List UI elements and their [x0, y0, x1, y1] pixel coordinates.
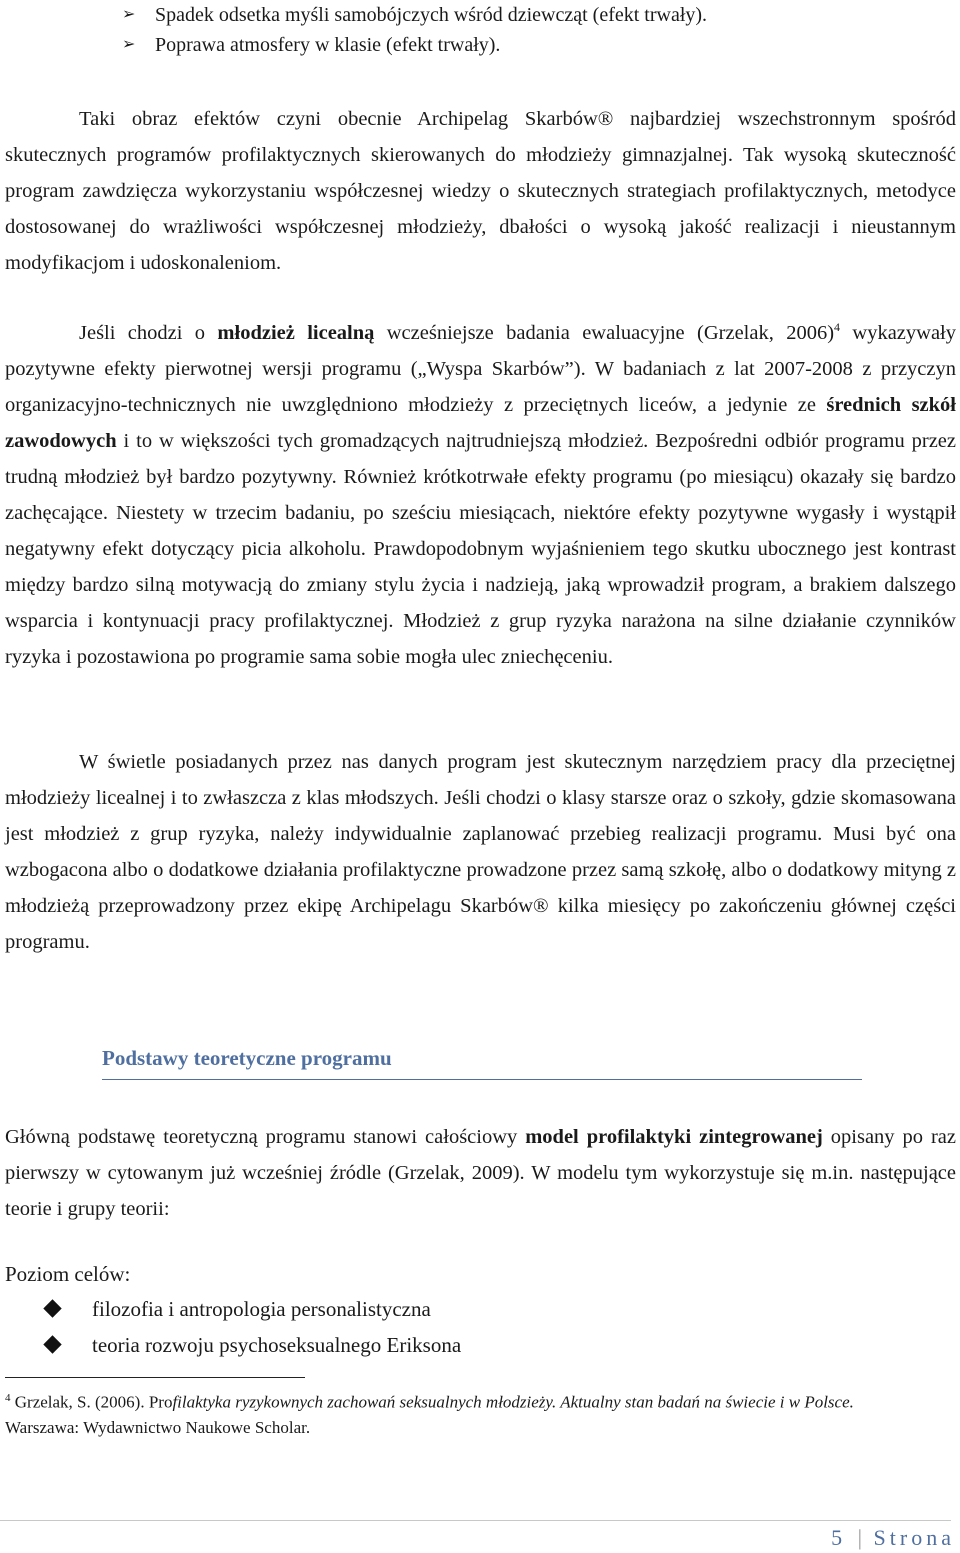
list-item-text: filozofia i antropologia personalistyczna: [92, 1297, 431, 1321]
page-number-label: Strona: [873, 1525, 955, 1550]
list-item-text: teoria rozwoju psychoseksualnego Eriksona: [92, 1333, 462, 1357]
arrow-bullet-icon: ➢: [122, 36, 136, 53]
list-item-text: Poprawa atmosfery w klasie (efekt trwały).: [155, 34, 501, 56]
footnote-text: Warszawa: Wydawnictwo Naukowe Scholar.: [5, 1417, 311, 1437]
paragraph-effects-summary: [5, 101, 956, 281]
diamond-bullet-icon: [43, 1335, 61, 1353]
footnote-divider: [5, 1377, 305, 1378]
paragraph-text: opisany po raz pierwszy w cytowanym już wcześniej źródle (Grzelak, 2009). W modelu tym wykorzystuje się m.in. następujące teorie i grupy teorii:: [5, 1126, 956, 1220]
footer-divider: [0, 1520, 951, 1521]
footnote: [5, 1386, 905, 1440]
paragraph-text: Jeśli chodzi o: [79, 322, 218, 344]
paragraph-conclusions: [5, 744, 956, 960]
page-number: [831, 1523, 955, 1553]
list-item-text: Spadek odsetka myśli samobójczych wśród dziewcząt (efekt trwały).: [155, 4, 708, 26]
paragraph-text: wykazywały pozytywne efekty pierwotnej wersji programu („Wyspa Skarbów”). W badaniach z lat 2007-2008 z przyczyn organizacyjno-technicznych nie uwzględniono młodzieży z przeciętnych liceów, a jedynie ze: [5, 322, 956, 416]
footnote-reference[interactable]: 4: [834, 320, 841, 335]
paragraph-theory-basis: [5, 1119, 956, 1227]
list-item: [5, 0, 956, 30]
page-number-value: 5: [831, 1525, 847, 1550]
bold-term: model profilaktyki zintegrowanej: [525, 1126, 823, 1148]
paragraph-text: W świetle posiadanych przez nas danych program jest skutecznym narzędziem pracy dla przeciętnej młodzieży licealnej i to zwłaszcza z klas młodszych. Jeśli chodzi o klasy starsze oraz o szkoły, gdzie skomasowana jest młodzież z grup ryzyka, należy indywidualnie zaplanować przebieg realizacji programu. Musi być ona wzbogacona albo o dodatkowe działania profilaktyczne prowadzone przez samą szkołę, albo o dodatkowy mityng z młodzieżą przeprowadzony przez ekipę Archipelagu Skarbów® kilka miesięcy po zakończeniu głównej części programu.: [5, 751, 956, 953]
list-item: [5, 30, 956, 60]
paragraph-high-school-youth: [5, 315, 956, 675]
arrow-bullet-icon: ➢: [122, 6, 136, 23]
paragraph-text: Główną podstawę teoretyczną programu stanowi całościowy: [5, 1126, 526, 1148]
footnote-number: 4: [5, 1392, 11, 1404]
bold-term: średnich szkół zawodowych: [5, 394, 956, 452]
section-heading: Podstawy teoretyczne programu: [102, 1046, 862, 1080]
footnote-title: filaktyka ryzykownych zachowań seksualnych młodzieży. Aktualny stan badań na świecie i w Polsce.: [172, 1392, 854, 1412]
diamond-bullet-icon: [43, 1299, 61, 1317]
paragraph-text: wcześniejsze badania ewaluacyjne (Grzelak, 2006): [374, 322, 835, 344]
paragraph-text: i to w większości tych gromadzących najtrudniejszą młodzież. Bezpośredni odbiór programu przez trudną młodzież był bardzo pozytywny. Również krótkotrwałe efekty programu (po miesiącu) okazały się bardzo zachęcające. Niestety w trzecim badaniu, po sześciu miesiącach, niektóre efekty pozytywne wygasły i wystąpił negatywny efekt dotyczący picia alkoholu. Prawdopodobnym wyjaśnieniem tego skutku ubocznego jest kontrast między bardzo silną motywacją do zmiany stylu życia i nadzieją, jaką wprowadził program, a brakiem dalszego wsparcia i kontynuacji pracy profilaktycznej. Młodzież z grup ryzyka narażona na silne działanie czynników ryzyka i pozostawiona po programie sama sobie mogła ulec zniechęceniu.: [5, 430, 956, 668]
bold-term: młodzież licealną: [217, 322, 375, 344]
level-label: Poziom celów:: [5, 1262, 131, 1286]
paragraph-text: Taki obraz efektów czyni obecnie Archipelag Skarbów® najbardziej wszechstronnym spośród skutecznych programów profilaktycznych skierowanych do młodzieży gimnazjalnej. Tak wysoką skuteczność program zawdzięcza wykorzystaniu współczesnej wiedzy o skutecznych strategiach profilaktycznych, metodyce dostosowanej do wrażliwości współczesnej młodzieży, dbałości o wysoką jakość realizacji i nieustannym modyfikacjom i udoskonaleniom.: [5, 108, 956, 274]
page-number-separator: |: [857, 1525, 863, 1550]
footnote-text: Grzelak, S. (2006). Pro: [10, 1392, 173, 1412]
effects-bullet-list: [5, 0, 956, 60]
